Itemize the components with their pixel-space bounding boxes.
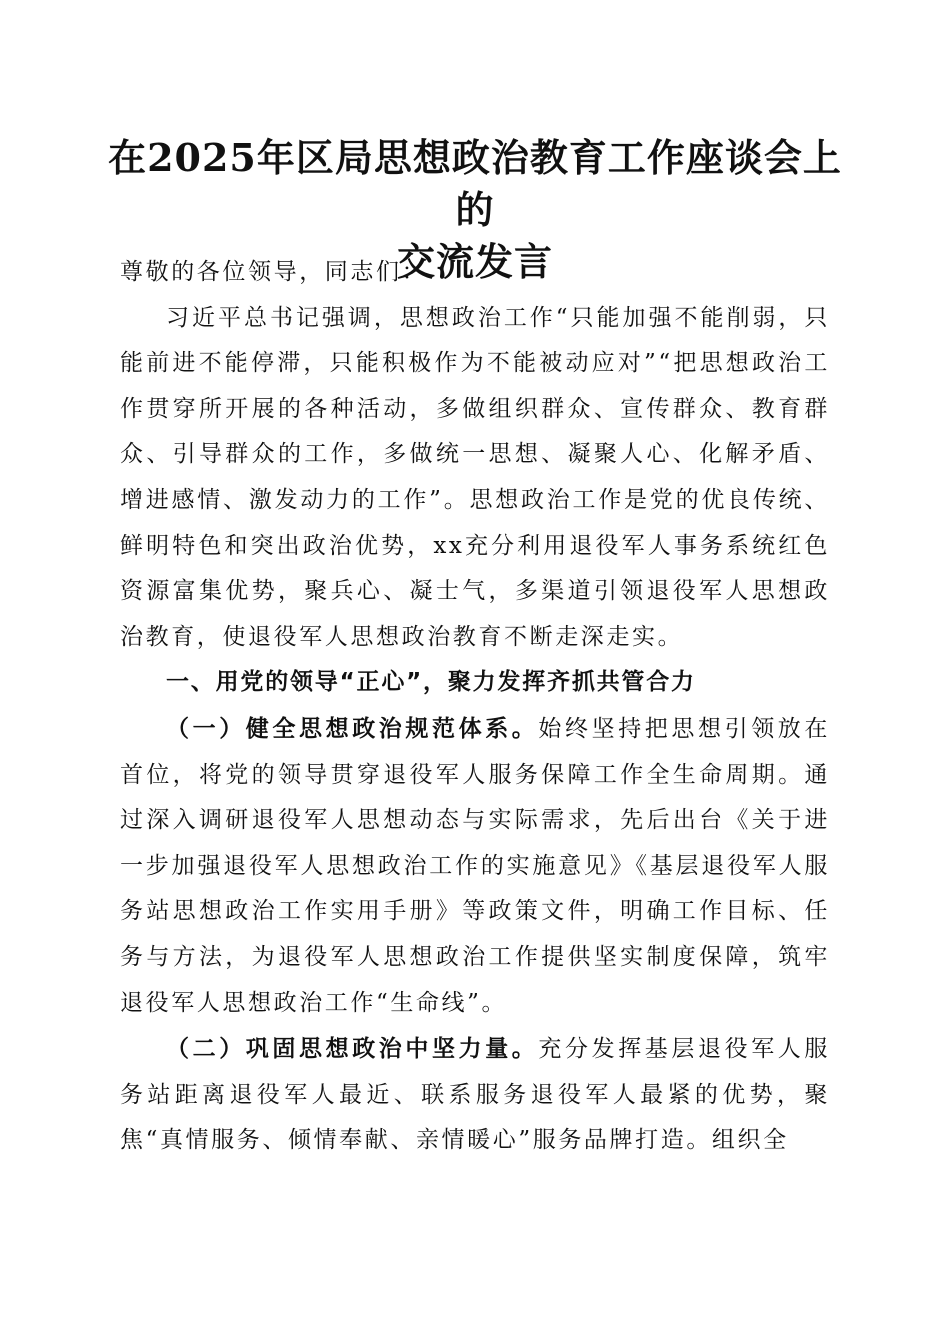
subsection-1-paragraph xyxy=(120,706,830,1026)
title-line-2: 交流发言 xyxy=(396,239,553,284)
subsection-1-label: （一）健全思想政治规范体系。 xyxy=(166,714,539,742)
salutation: 尊敬的各位领导，同志们： xyxy=(120,259,428,285)
title-line-1: 在2025年区局思想政治教育工作座谈会上的 xyxy=(108,135,842,232)
subsection-2-paragraph xyxy=(120,1026,830,1164)
intro-paragraph: 习近平总书记强调，思想政治工作“只能加强不能削弱，只能前进不能停滞，只能积极作为不能被动应对”“把思想政治工作贯穿所开展的各种活动，多做组织群众、宣传群众、教育群众、引导群众的工作，多做统一思想、凝聚人心、化解矛盾、增进感情、激发动力的工作”。思想政治工作是党的优良传统、鲜明特色和突出政治优势，xx充分利用退役军人事务系统红色资源富集优势，聚兵心、凝士气，多渠道引领退役军人思想政治教育，使退役军人思想政治教育不断走深走实。 xyxy=(120,304,830,650)
subsection-2-label: （二）巩固思想政治中坚力量。 xyxy=(166,1035,539,1063)
section-1-heading: 一、用党的领导“正心”，聚力发挥齐抓共管合力 xyxy=(166,669,696,696)
subsection-2-text: 充分发挥基层退役军人服务站距离退役军人最近、联系服务退役军人最紧的优势，聚焦“真情服务、倾情奉献、亲情暖心”服务品牌打造。组织全 xyxy=(120,1036,830,1154)
subsection-1-text: 始终坚持把思想引领放在首位，将党的领导贯穿退役军人服务保障工作全生命周期。通过深入调研退役军人思想动态与实际需求，先后出台《关于进一步加强退役军人思想政治工作的实施意见》《基层退役军人服务站思想政治工作实用手册》等政策文件，明确工作目标、任务与方法，为退役军人思想政治工作提供坚实制度保障，筑牢退役军人思想政治工作“生命线”。 xyxy=(120,715,830,1016)
document-body xyxy=(120,250,830,1164)
